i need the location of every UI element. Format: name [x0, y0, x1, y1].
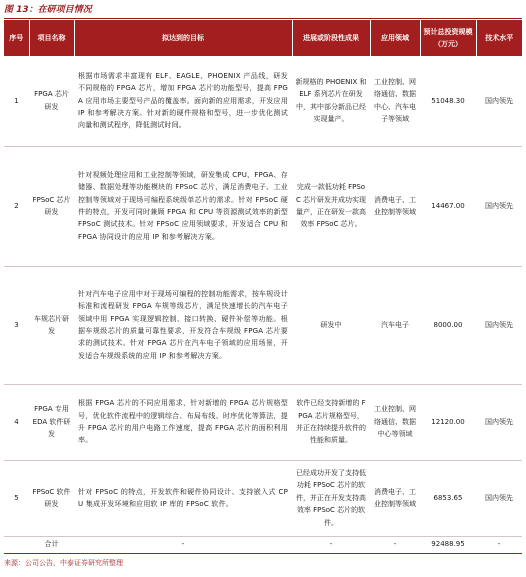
table-row — [4, 384, 522, 460]
row-budget: 6853.65 — [420, 460, 476, 536]
row-goal: 根据市场需求丰富现有 ELF、EAGLE、PHOENIX 产品线，研发不同规格的 FPGA 芯片，增加 FPGA 芯片的功能型号，提高 FPGA 应用市场主要型号产品的覆盖率。面向新的应用需求，开发应用 IP 和参考解决方案。针对新的硬件规格和型号，进一步优化测试向量和测试程序，降低测试时间。 — [74, 56, 292, 146]
total-no — [4, 536, 29, 553]
row-progress: 完成一款低功耗 FPSoC 芯片研发并成功实现量产，正在研发一款高效率 FPSoC 芯片。 — [292, 146, 370, 266]
row-goal: 针对视频处理应用和工业控制等领域，研发集成 CPU、FPGA、存储器、数据处理等功能模块的 FPSoC 芯片，满足消费电子、工业控制等领域对于现场可编程系统级单芯片的需求。针对 FPSoC 硬件的特点，开发可同时兼顾 FPGA 和 CPU 等资源测试效率的新型 FPSoC 测试技术。针对 FPSoC 应用领域要求，开发适合 CPU 和 FPGA 协同设计的应用 IP 和参考解决方案。 — [74, 146, 292, 266]
row-level: 国内领先 — [476, 266, 522, 384]
header-goal: 拟达到的目标 — [74, 20, 292, 56]
title-divider — [4, 18, 522, 19]
figure-title: 图 13：在研项目情况 — [4, 5, 92, 15]
row-no: 4 — [4, 384, 29, 460]
header-field: 应用领域 — [370, 20, 420, 56]
row-no: 2 — [4, 146, 29, 266]
row-name: FPGA 芯片研发 — [29, 56, 74, 146]
row-level: 国内领先 — [476, 56, 522, 146]
header-budget: 预计总投资规模（万元） — [420, 20, 476, 56]
table-header-row — [4, 20, 522, 56]
row-field: 汽车电子 — [370, 266, 420, 384]
row-level: 国内领先 — [476, 460, 522, 536]
header-level: 技术水平 — [476, 20, 522, 56]
total-field: - — [370, 536, 420, 553]
row-budget: 8000.00 — [420, 266, 476, 384]
total-goal: - — [74, 536, 292, 553]
row-progress: 新规格的 PHOENIX 和 ELF 系列芯片在研发中，其中部分新品已经实现量产。 — [292, 56, 370, 146]
row-budget: 14467.00 — [420, 146, 476, 266]
header-no: 序号 — [4, 20, 29, 56]
row-no: 1 — [4, 56, 29, 146]
row-level: 国内领先 — [476, 146, 522, 266]
row-no: 3 — [4, 266, 29, 384]
row-field: 工业控制、网络通信、数据中心等领域 — [370, 384, 420, 460]
table-row — [4, 56, 522, 146]
total-label: 合计 — [29, 536, 74, 553]
row-field: 工业控制、网络通信、数据中心、汽车电子等领域 — [370, 56, 420, 146]
row-budget: 51048.30 — [420, 56, 476, 146]
row-goal: 针对 FPSoC 的特点，开发软件和硬件协同设计、支持嵌入式 CPU 集成开发环境和应用软 IP 库的 FPSoC 软件。 — [74, 460, 292, 536]
row-name: 车规芯片研发 — [29, 266, 74, 384]
row-name: FPSoC 芯片研发 — [29, 146, 74, 266]
row-goal: 针对汽车电子应用中对于现场可编程的控制功能需求，按车规设计标准和流程研发 FPGA 车规等级芯片，满足快速增长的汽车电子领域中用 FPGA 实现逻辑控制、接口转换、硬件补偿等功能。根据车规级芯片的质量可靠性要求，开发符合车规级 FPGA 芯片要求的测试技术。针对 FPGA 芯片在汽车电子领域的应用场景，开发适合车规级系统的应用 IP 和参考解决方案。 — [74, 266, 292, 384]
row-budget: 12120.00 — [420, 384, 476, 460]
total-progress: - — [292, 536, 370, 553]
row-progress: 软件已经支持新增的 FPGA 芯片规格型号，并正在持续提升软件的性能和质量。 — [292, 384, 370, 460]
row-field: 消费电子、工业控制等领域 — [370, 146, 420, 266]
header-name: 项目名称 — [29, 20, 74, 56]
row-field: 消费电子、工业控制等领域 — [370, 460, 420, 536]
table-row — [4, 146, 522, 266]
row-progress: 研发中 — [292, 266, 370, 384]
row-no: 5 — [4, 460, 29, 536]
row-goal: 根据 FPGA 芯片的不同应用需求，针对新增的 FPGA 芯片规格型号，优化软件流程中的逻辑综合、布局布线、时序优化等算法，提升 FPGA 芯片的用户电路工作速度，提高 FPGA 芯片的面积利用率。 — [74, 384, 292, 460]
total-level: - — [476, 536, 522, 553]
row-level: 国内领先 — [476, 384, 522, 460]
table-row — [4, 266, 522, 384]
source-note: 来源：公司公告，中泰证券研究所整理 — [4, 559, 123, 567]
table-row — [4, 460, 522, 536]
row-name: FPSoC 软件研发 — [29, 460, 74, 536]
header-progress: 进展或阶段性成果 — [292, 20, 370, 56]
row-name: FPGA 专用 EDA 软件研发 — [29, 384, 74, 460]
row-progress: 已经成功开发了支持低功耗 FPSoC 芯片的软件，并正在开发支持高效率 FPSoC 芯片的软件。 — [292, 460, 370, 536]
total-row — [4, 536, 522, 553]
project-table — [4, 20, 522, 554]
total-budget: 92488.95 — [420, 536, 476, 553]
